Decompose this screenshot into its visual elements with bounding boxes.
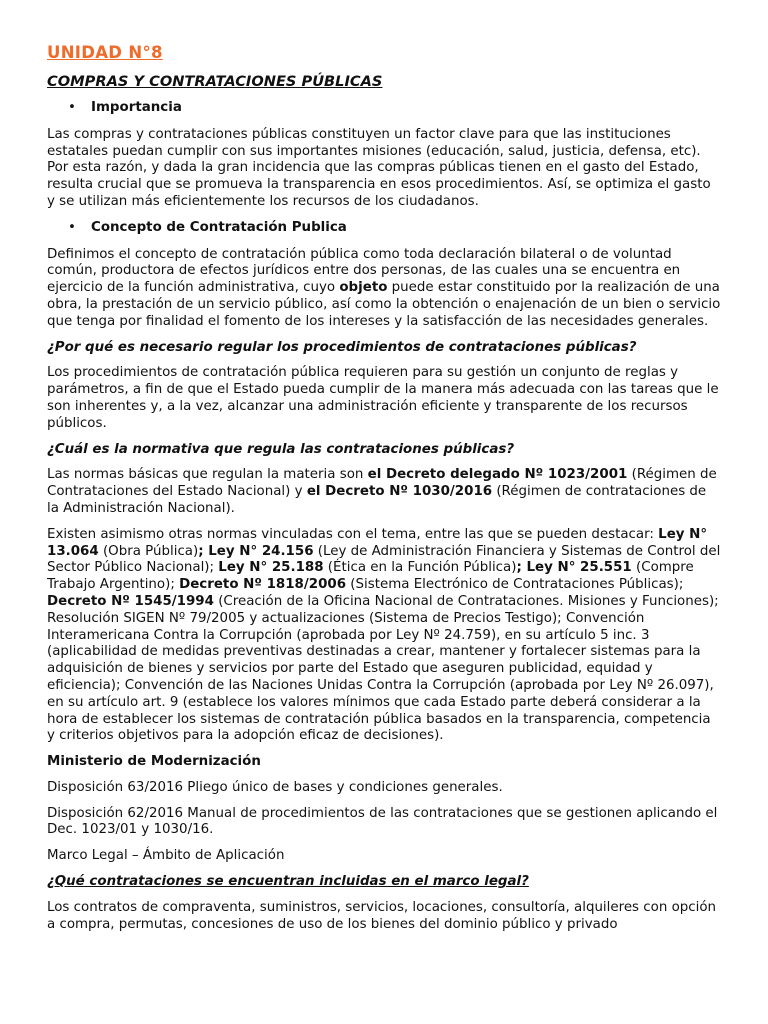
- section-concepto-heading: [47, 220, 721, 237]
- text-run: puede estar constituido por la realización de una obra, la prestación de un servicio público, así como la obtención o enajenación de un bien o servicio que tenga por finalidad el fomento de los intereses y la satisfacción de las necesidades generales.: [47, 280, 721, 329]
- paragraph-normas-basicas: [47, 467, 721, 517]
- text-run-bold: ; Ley N° 25.551: [516, 560, 632, 576]
- section-heading-text: Importancia: [91, 100, 182, 115]
- text-run: (Régimen de contrataciones de la Administración Nacional).: [47, 484, 707, 516]
- text-run-bold: Decreto Nº 1818/2006: [179, 577, 347, 593]
- unit-heading: UNIDAD N°8: [47, 43, 163, 62]
- paragraph-concepto: [47, 247, 721, 331]
- text-run: Existen asimismo otras normas vinculadas con el tema, entre las que se pueden destacar:: [47, 526, 659, 542]
- document-title: COMPRAS Y CONTRATACIONES PÚBLICAS: [47, 73, 383, 90]
- paragraph-regular: Los procedimientos de contratación pública requieren para su gestión un conjunto de reglas y parámetros, a fin de que el Estado pueda cumplir de la manera más adecuada con las tareas que le son inherentes y, a la vez, alcanzar una administración eficiente y transparente de los recursos públicos.: [47, 365, 719, 431]
- disposicion-63: Disposición 63/2016 Pliego único de bases y condiciones generales.: [47, 779, 503, 795]
- bullet-icon: •: [68, 100, 76, 115]
- ministry-heading: Ministerio de Modernización: [47, 754, 261, 770]
- disposicion-62: Disposición 62/2016 Manual de procedimientos de las contrataciones que se gestionen aplicando el Dec. 1023/01 y 1030/16.: [47, 805, 718, 838]
- question-heading-normativa: ¿Cuál es la normativa que regula las contrataciones públicas?: [47, 441, 515, 457]
- bullet-icon: •: [68, 219, 76, 235]
- text-run: Las normas básicas que regulan la materia son: [47, 467, 368, 483]
- text-run: (Régimen de Contrataciones del Estado Nacional) y: [47, 467, 717, 500]
- text-run-bold: ; Ley N° 24.156: [198, 543, 314, 559]
- question-heading-regular: ¿Por qué es necesario regular los procedimientos de contrataciones públicas?: [47, 339, 637, 355]
- section-heading-text: Concepto de Contratación Publica: [91, 219, 347, 235]
- text-run-bold: Ley N° 25.188: [218, 560, 324, 576]
- text-run: (Creación de la Oficina Nacional de Contrataciones. Misiones y Funciones); Resolución SIGEN Nº 79/2005 y actualizaciones (Sistema de Precios Testigo); Convención Interamericana Contra la Corrupción (aprobada por Ley Nº 24.759), en su artículo 5 inc. 3 (aplicabilidad de medidas preventivas destinadas a crear, mantener y fortalecer sistemas para la adquisición de bienes y servicios por parte del Estado que aseguren publicidad, equidad y eficiencia); Convención de las Naciones Unidas Contra la Corrupción (aprobada por Ley Nº 26.097), en su artículo art. 9 (establece los valores mínimos que cada Estado parte deberá considerar a la hora de establecer los sistemas de contratación pública basados en la transparencia, competencia y criterios objetivos para la adopción eficaz de decisiones).: [47, 593, 719, 744]
- text-run: (Obra Pública): [98, 543, 199, 559]
- question-heading-marco-legal: ¿Qué contrataciones se encuentran incluidas en el marco legal?: [47, 874, 529, 890]
- paragraph-contratos: Los contratos de compraventa, suministros, servicios, locaciones, consultoría, alquileres con opción a compra, permutas, concesiones de uso de los bienes del dominio público y privado: [47, 899, 717, 932]
- section-importancia-heading: [47, 100, 721, 117]
- text-run-bold: el Decreto Nº 1030/2016: [306, 484, 493, 500]
- marco-legal-line: Marco Legal – Ámbito de Aplicación: [47, 848, 285, 864]
- text-run-bold: Ley N° 13.064: [47, 526, 708, 559]
- text-run: (Ley de Administración Financiera y Sistemas de Control del Sector Público Nacional);: [47, 543, 721, 576]
- paragraph-importancia: Las compras y contrataciones públicas constituyen un factor clave para que las instituciones estatales puedan cumplir con sus importantes misiones (educación, salud, justicia, defensa, etc). Por esta razón, y dada la gran incidencia que las compras públicas tienen en el gasto del Estado, resulta crucial que se promueva la transparencia en esos procedimientos. Así, se optimiza el gasto y se utilizan más eficientemente los recursos de los ciudadanos.: [47, 126, 711, 209]
- text-run: (Sistema Electrónico de Contrataciones Públicas);: [346, 577, 684, 593]
- text-run: Definimos el concepto de contratación pública como toda declaración bilateral o de voluntad común, productora de efectos jurídicos entre dos personas, de las cuales una se encuentra en ejercicio de la función administrativa, cuyo: [47, 246, 681, 296]
- text-run-bold: Decreto Nº 1545/1994: [47, 593, 214, 609]
- paragraph-otras-normas: [47, 527, 721, 745]
- text-run-bold: el Decreto delegado Nº 1023/2001: [367, 467, 628, 483]
- text-run: (Compre Trabajo Argentino);: [47, 560, 694, 593]
- text-run-bold: objeto: [339, 280, 388, 296]
- text-run: (Ética en la Función Pública): [323, 560, 517, 576]
